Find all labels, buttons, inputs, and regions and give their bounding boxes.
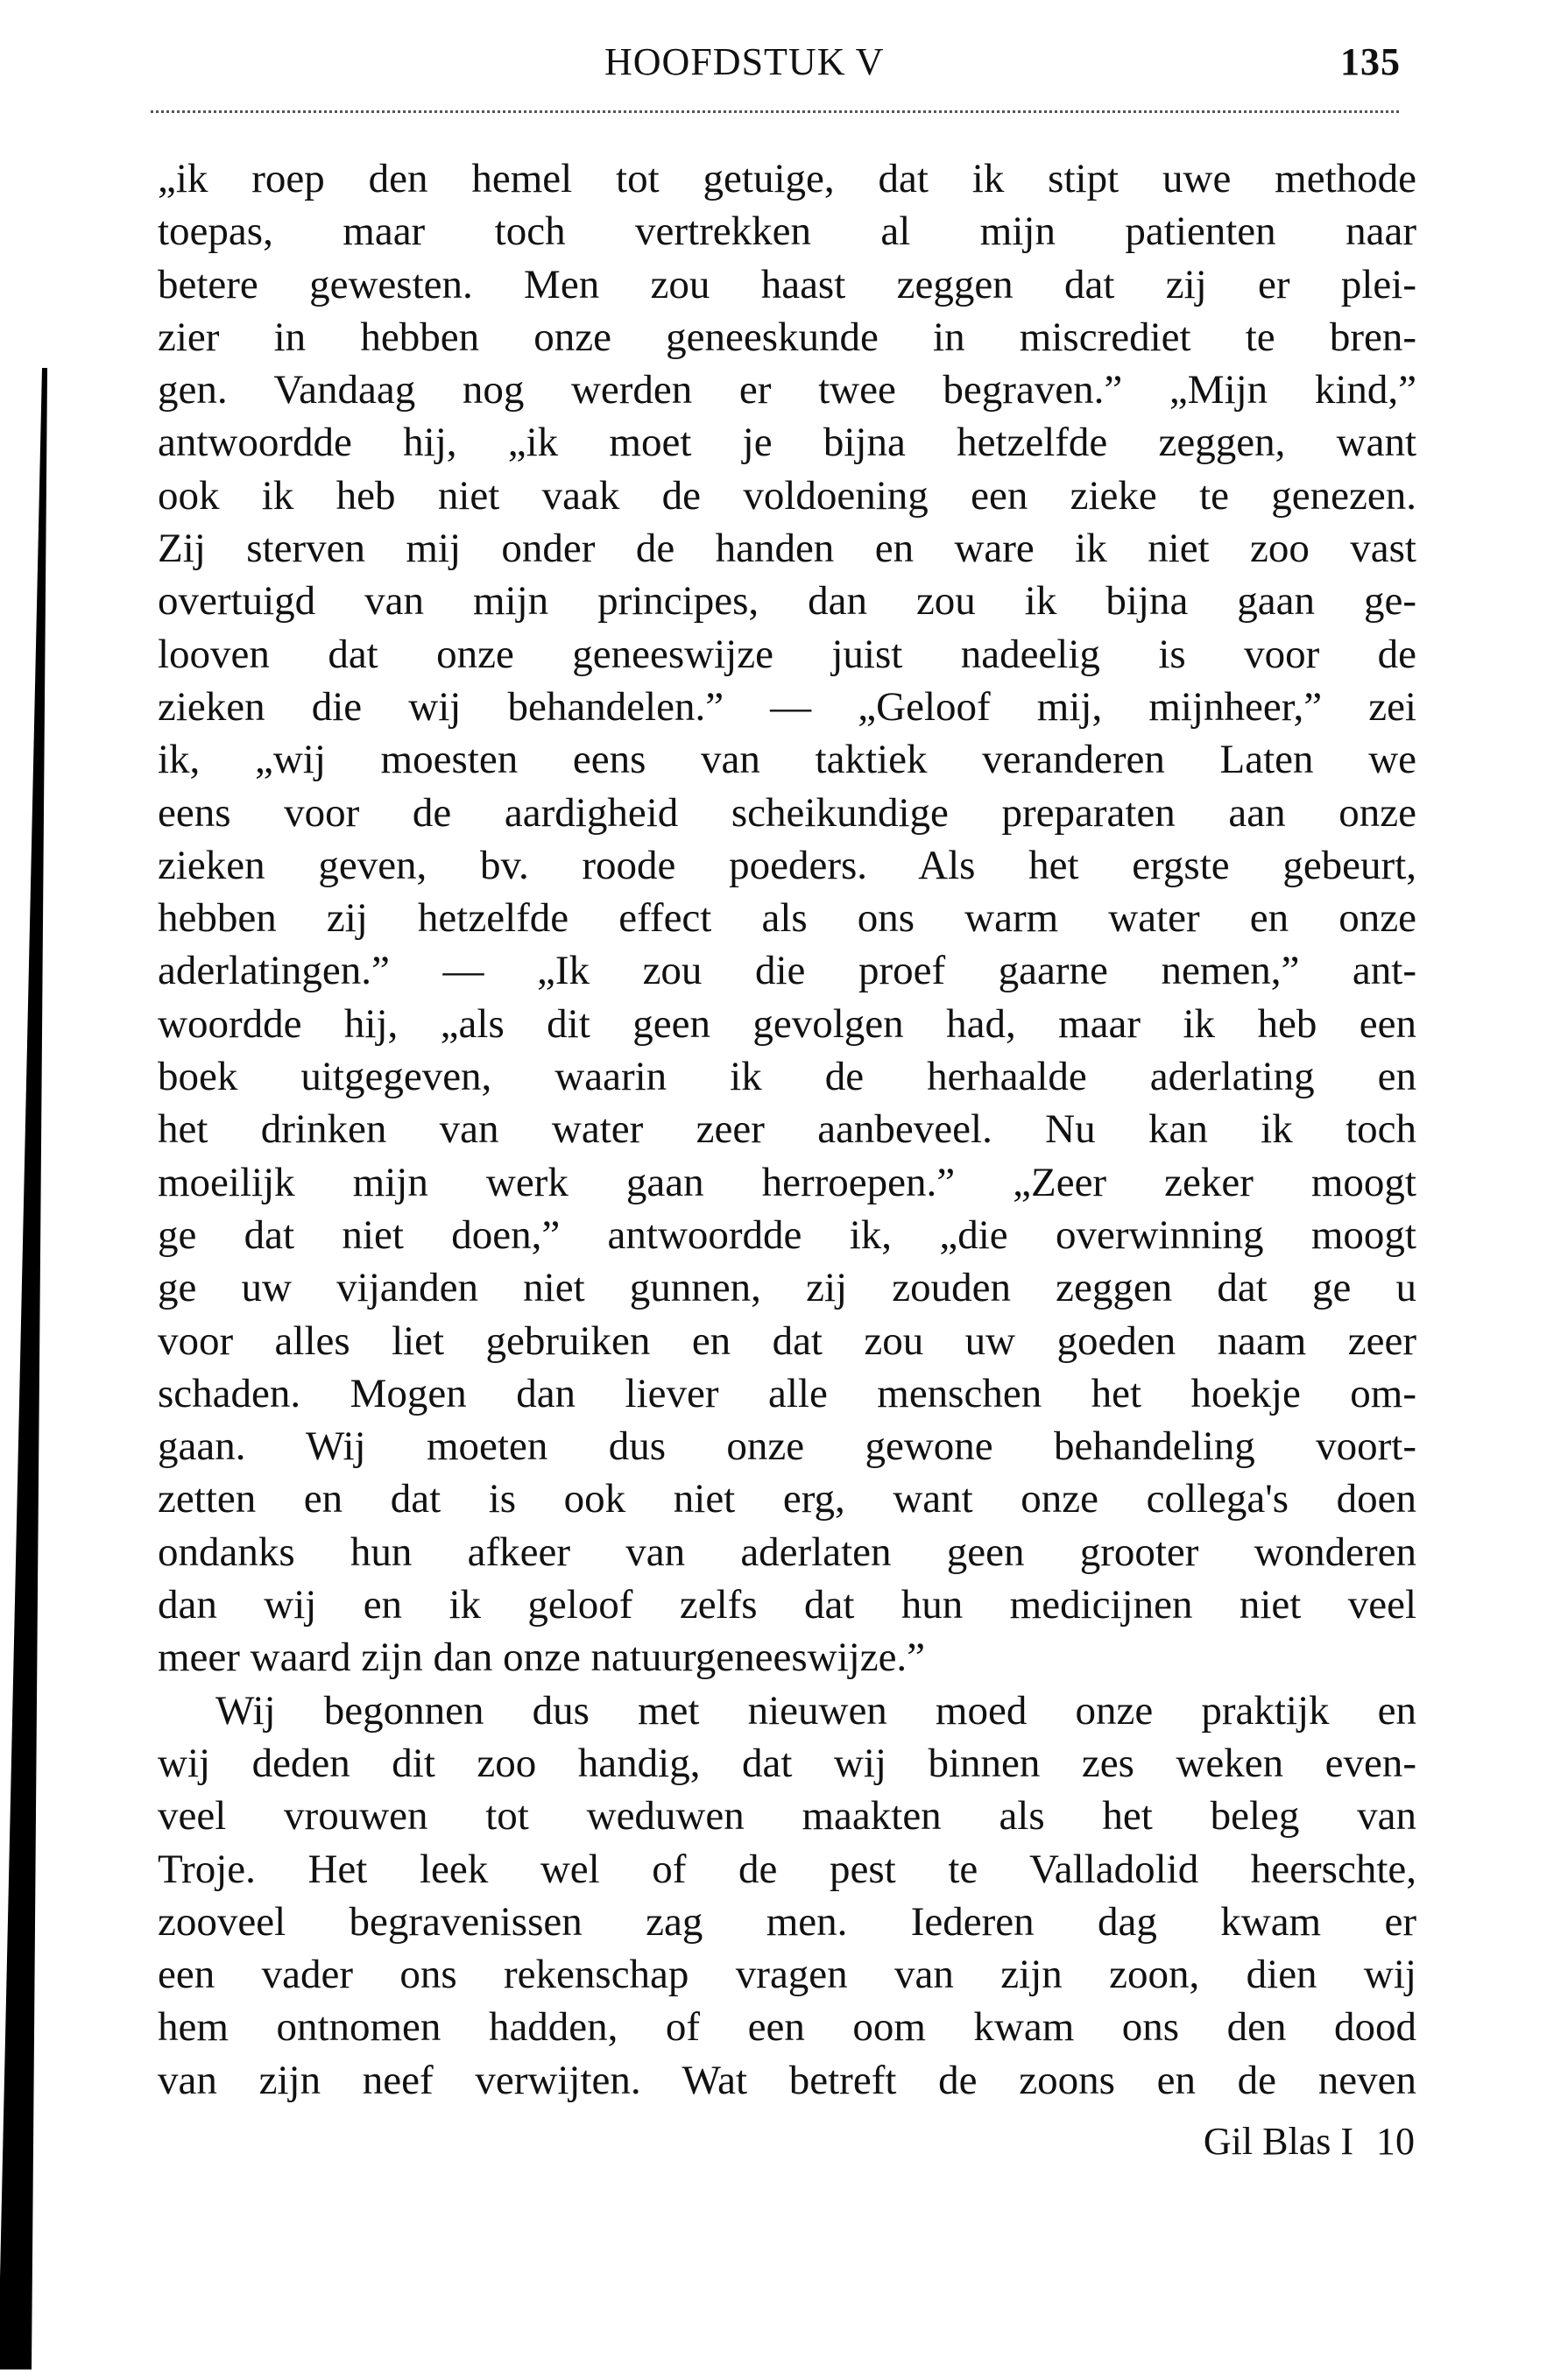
page-number: 135 bbox=[1340, 40, 1401, 83]
footer-sheet-number: 10 bbox=[1376, 2120, 1415, 2163]
text-line: van zijn neef verwijten. Wat betreft de zoons en de neven bbox=[158, 2057, 1416, 2103]
footer-signature: Gil Blas I bbox=[1203, 2120, 1353, 2163]
text-line: ik, „wij moesten eens van taktiek veranderen Laten we bbox=[158, 737, 1416, 783]
text-line: meer waard zijn dan onze natuurgeneeswijze.” bbox=[158, 1635, 926, 1681]
text-line: gen. Vandaag nog werden er twee begraven.” „Mijn kind,” bbox=[158, 367, 1416, 413]
text-line: hem ontnomen hadden, of een oom kwam ons den dood bbox=[158, 2004, 1416, 2051]
text-line: eens voor de aardigheid scheikundige preparaten aan onze bbox=[158, 789, 1416, 836]
text-line: overtuigd van mijn principes, dan zou ik bijna gaan ge- bbox=[158, 578, 1416, 625]
text-line: woordde hij, „als dit geen gevolgen had, maar ik heb een bbox=[158, 1000, 1416, 1047]
text-line: hebben zij hetzelfde effect als ons warm water en onze bbox=[158, 895, 1416, 942]
text-line: wij deden dit zoo handig, dat wij binnen zes weken even- bbox=[158, 1740, 1416, 1786]
text-line: looven dat onze geneeswijze juist nadeelig is voor de bbox=[158, 631, 1416, 677]
text-line: antwoordde hij, „ik moet je bijna hetzelfde zeggen, want bbox=[158, 420, 1416, 466]
text-line: Troje. Het leek wel of de pest te Valladolid heerschte, bbox=[158, 1846, 1416, 1892]
text-line: toepas, maar toch vertrekken al mijn patienten naar bbox=[158, 208, 1416, 255]
text-line: „ik roep den hemel tot getuige, dat ik stipt uwe methode bbox=[158, 156, 1416, 201]
paragraph bbox=[158, 152, 1416, 1684]
text-line: Zij sterven mij onder de handen en ware ik niet zoo vast bbox=[158, 526, 1416, 572]
text-line: ge dat niet doen,” antwoordde ik, „die overwinning moogt bbox=[158, 1211, 1416, 1258]
paragraph bbox=[158, 1684, 1416, 2107]
text-line: ook ik heb niet vaak de voldoening een zieke te genezen. bbox=[158, 472, 1416, 519]
text-line: een vader ons rekenschap vragen van zijn zoon, dien wij bbox=[158, 1952, 1416, 1998]
header-dotted-rule bbox=[151, 110, 1399, 113]
text-line: Wij begonnen dus met nieuwen moed onze praktijk en bbox=[215, 1687, 1416, 1734]
text-line: zieken die wij behandelen.” — „Geloof mij, mijnheer,” zei bbox=[158, 683, 1416, 730]
text-line: veel vrouwen tot weduwen maakten als het beleg van bbox=[158, 1793, 1416, 1840]
text-line: boek uitgegeven, waarin ik de herhaalde aderlating en bbox=[158, 1054, 1416, 1100]
scan-binding-edge bbox=[0, 0, 53, 2380]
body-text bbox=[158, 152, 1416, 2107]
text-line: ge uw vijanden niet gunnen, zij zouden zeggen dat ge u bbox=[158, 1265, 1416, 1311]
text-line: zooveel begravenissen zag men. Iederen dag kwam er bbox=[158, 1898, 1416, 1945]
running-header-title: HOOFDSTUK V bbox=[604, 40, 885, 83]
text-line: zieken geven, bv. roode poeders. Als het ergste gebeurt, bbox=[158, 842, 1416, 888]
text-line: moeilijk mijn werk gaan herroepen.” „Zeer zeker moogt bbox=[158, 1159, 1416, 1205]
text-line: het drinken van water zeer aanbeveel. Nu kan ik toch bbox=[158, 1106, 1416, 1153]
text-line: betere gewesten. Men zou haast zeggen dat zij er plei- bbox=[158, 261, 1416, 307]
text-line: ondanks hun afkeer van aderlaten geen grooter wonderen bbox=[158, 1529, 1416, 1575]
text-line: zetten en dat is ook niet erg, want onze collega's doen bbox=[158, 1476, 1416, 1522]
text-line: aderlatingen.” — „Ik zou die proef gaarne nemen,” ant- bbox=[158, 948, 1416, 994]
text-line: schaden. Mogen dan liever alle menschen het hoekje om- bbox=[158, 1370, 1416, 1416]
footer-signature-mark bbox=[1181, 2120, 1415, 2164]
text-line: dan wij en ik geloof zelfs dat hun medicijnen niet veel bbox=[158, 1582, 1416, 1628]
text-line: voor alles liet gebruiken en dat zou uw goeden naam zeer bbox=[158, 1317, 1416, 1364]
text-line: gaan. Wij moeten dus onze gewone behandeling voort- bbox=[158, 1423, 1416, 1470]
text-line: zier in hebben onze geneeskunde in miscrediet te bren- bbox=[158, 314, 1416, 360]
